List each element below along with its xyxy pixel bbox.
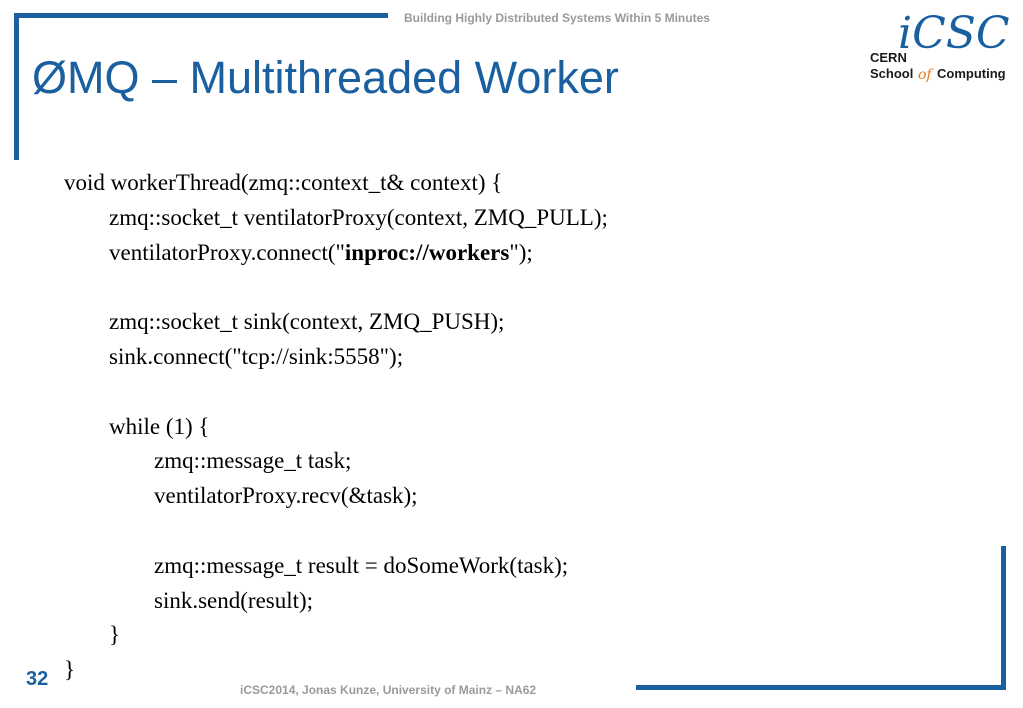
logo-mark-text: iCSC [898, 8, 1010, 59]
code-line: zmq::message_t result = doSomeWork(task); [154, 552, 569, 578]
logo-of-text: of [918, 67, 932, 83]
logo-school-text: School [870, 66, 914, 81]
code-line: zmq::socket_t sink(context, ZMQ_PUSH); [109, 309, 505, 335]
code-line: sink.connect("tcp://sink:5558"); [109, 343, 404, 369]
code-line: zmq::socket_t ventilatorProxy(context, ZMQ_PULL); [109, 204, 608, 230]
code-blank-line [64, 514, 608, 549]
logo-computing-text: Computing [937, 66, 1006, 81]
right-vertical-rule [1001, 546, 1006, 690]
code-line: zmq::message_t task; [154, 448, 352, 474]
code-line: ventilatorProxy.recv(&task); [154, 483, 418, 509]
code-blank-line [64, 270, 608, 305]
code-blank-line [64, 375, 608, 410]
footer-credit: iCSC2014, Jonas Kunze, University of Mainz – NA62 [240, 683, 537, 697]
code-line [64, 236, 608, 271]
slide-title: ØMQ – Multithreaded Worker [32, 52, 619, 103]
header-subtitle: Building Highly Distributed Systems Within 5 Minutes [404, 11, 710, 25]
code-line: } [109, 622, 121, 648]
code-line: sink.send(result); [154, 587, 314, 613]
top-left-rule [14, 13, 388, 18]
code-fragment: ventilatorProxy.connect(" [109, 239, 345, 265]
code-line: } [64, 657, 76, 683]
code-line: while (1) { [109, 413, 210, 439]
icsc-logo [868, 6, 1014, 84]
code-fragment: "); [509, 239, 533, 265]
left-vertical-rule [14, 13, 19, 160]
code-block [64, 166, 608, 688]
page-number: 32 [26, 668, 49, 690]
bottom-right-rule [636, 685, 1006, 690]
icsc-logo-graphic [868, 6, 1014, 84]
code-highlight: inproc://workers [344, 239, 510, 265]
logo-cern-text: CERN [870, 50, 907, 65]
code-line: void workerThread(zmq::context_t& context) { [64, 170, 503, 195]
